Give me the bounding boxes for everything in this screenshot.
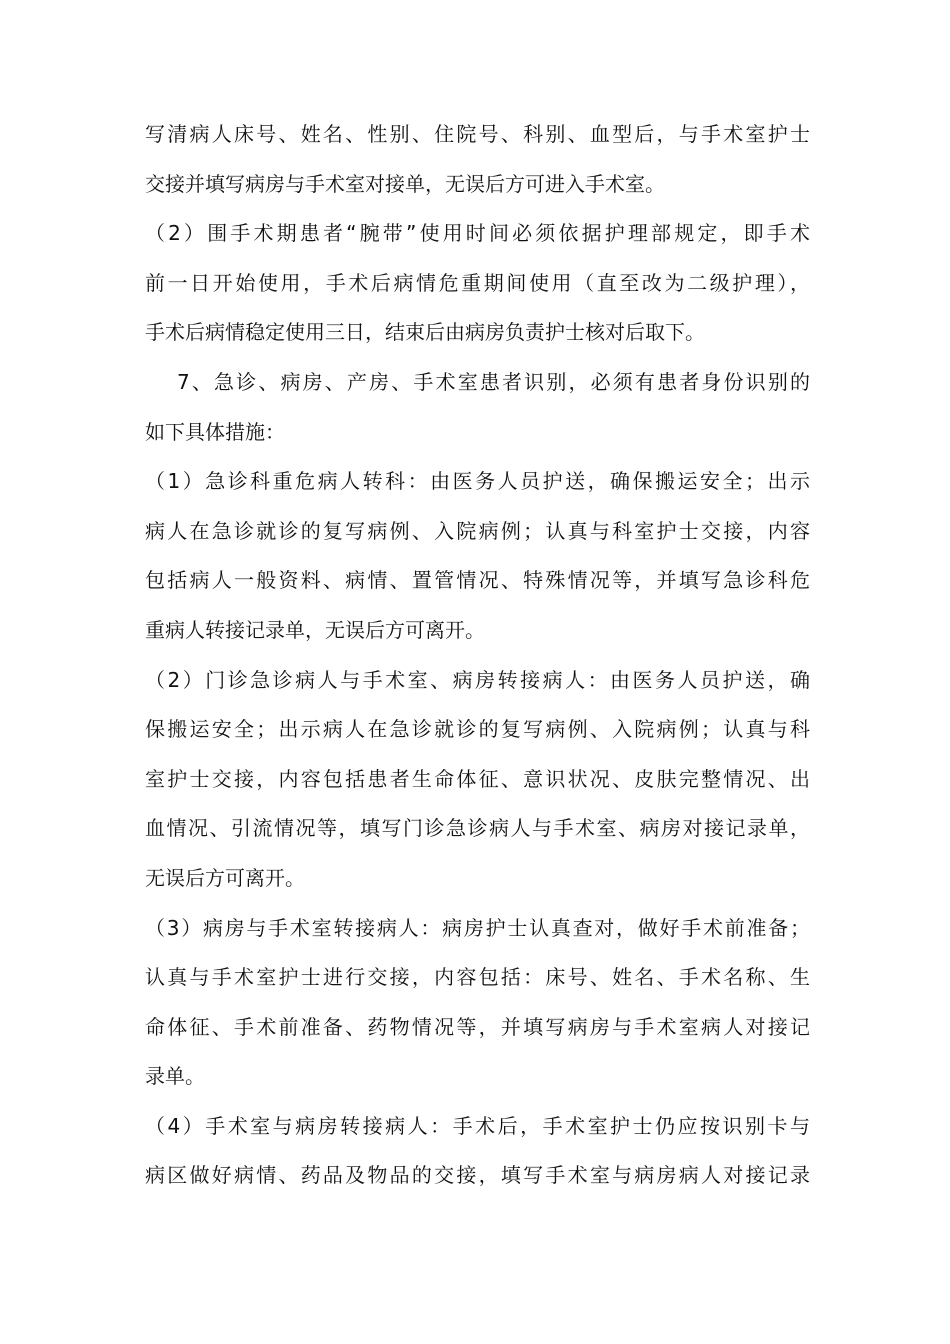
text-line: 包括病人一般资料、病情、置管情况、特殊情况等，并填写急诊科危 — [145, 568, 810, 593]
text-line: 血情况、引流情况等，填写门诊急诊病人与手术室、病房对接记录单， — [145, 816, 810, 841]
text-line: 无误后方可离开。 — [145, 865, 305, 890]
text-line: （1）急诊科重危病人转科：由医务人员护送，确保搬运安全；出示 — [145, 469, 810, 494]
text-line: （2）门诊急诊病人与手术室、病房转接病人：由医务人员护送，确 — [145, 667, 810, 692]
text-line: 室护士交接，内容包括患者生命体征、意识状况、皮肤完整情况、出 — [145, 766, 810, 791]
text-line: 录单。 — [145, 1064, 205, 1089]
text-line: 病人在急诊就诊的复写病例、入院病例；认真与科室护士交接，内容 — [145, 518, 810, 543]
text-line: 手术后病情稳定使用三日，结束后由病房负责护士核对后取下。 — [145, 320, 705, 345]
text-line: 重病人转接记录单，无误后方可离开。 — [145, 617, 485, 642]
body-text — [145, 110, 810, 1201]
text-line: 前一日开始使用，手术后病情危重期间使用（直至改为二级护理）， — [145, 270, 810, 295]
text-line: 病区做好病情、药品及物品的交接，填写手术室与病房病人对接记录 — [145, 1163, 810, 1188]
text-line: 认真与手术室护士进行交接，内容包括：床号、姓名、手术名称、生 — [145, 965, 810, 990]
text-line: （3）病房与手术室转接病人：病房护士认真查对，做好手术前准备； — [145, 915, 810, 940]
text-line: 命体征、手术前准备、药物情况等，并填写病房与手术室病人对接记 — [145, 1014, 810, 1039]
text-line: （2）围手术期患者“腕带”使用时间必须依据护理部规定，即手术 — [145, 221, 810, 246]
text-line: 7、急诊、病房、产房、手术室患者识别，必须有患者身份识别的 — [177, 369, 810, 394]
text-line: 保搬运安全；出示病人在急诊就诊的复写病例、入院病例；认真与科 — [145, 717, 810, 742]
text-line: 写清病人床号、姓名、性别、住院号、科别、血型后，与手术室护士 — [145, 122, 810, 146]
text-line: 如下具体措施： — [145, 419, 285, 444]
text-line: 交接并填写病房与手术室对接单，无误后方可进入手术室。 — [145, 171, 665, 196]
text-line: （4）手术室与病房转接病人：手术后，手术室护士仍应按识别卡与 — [145, 1113, 810, 1138]
